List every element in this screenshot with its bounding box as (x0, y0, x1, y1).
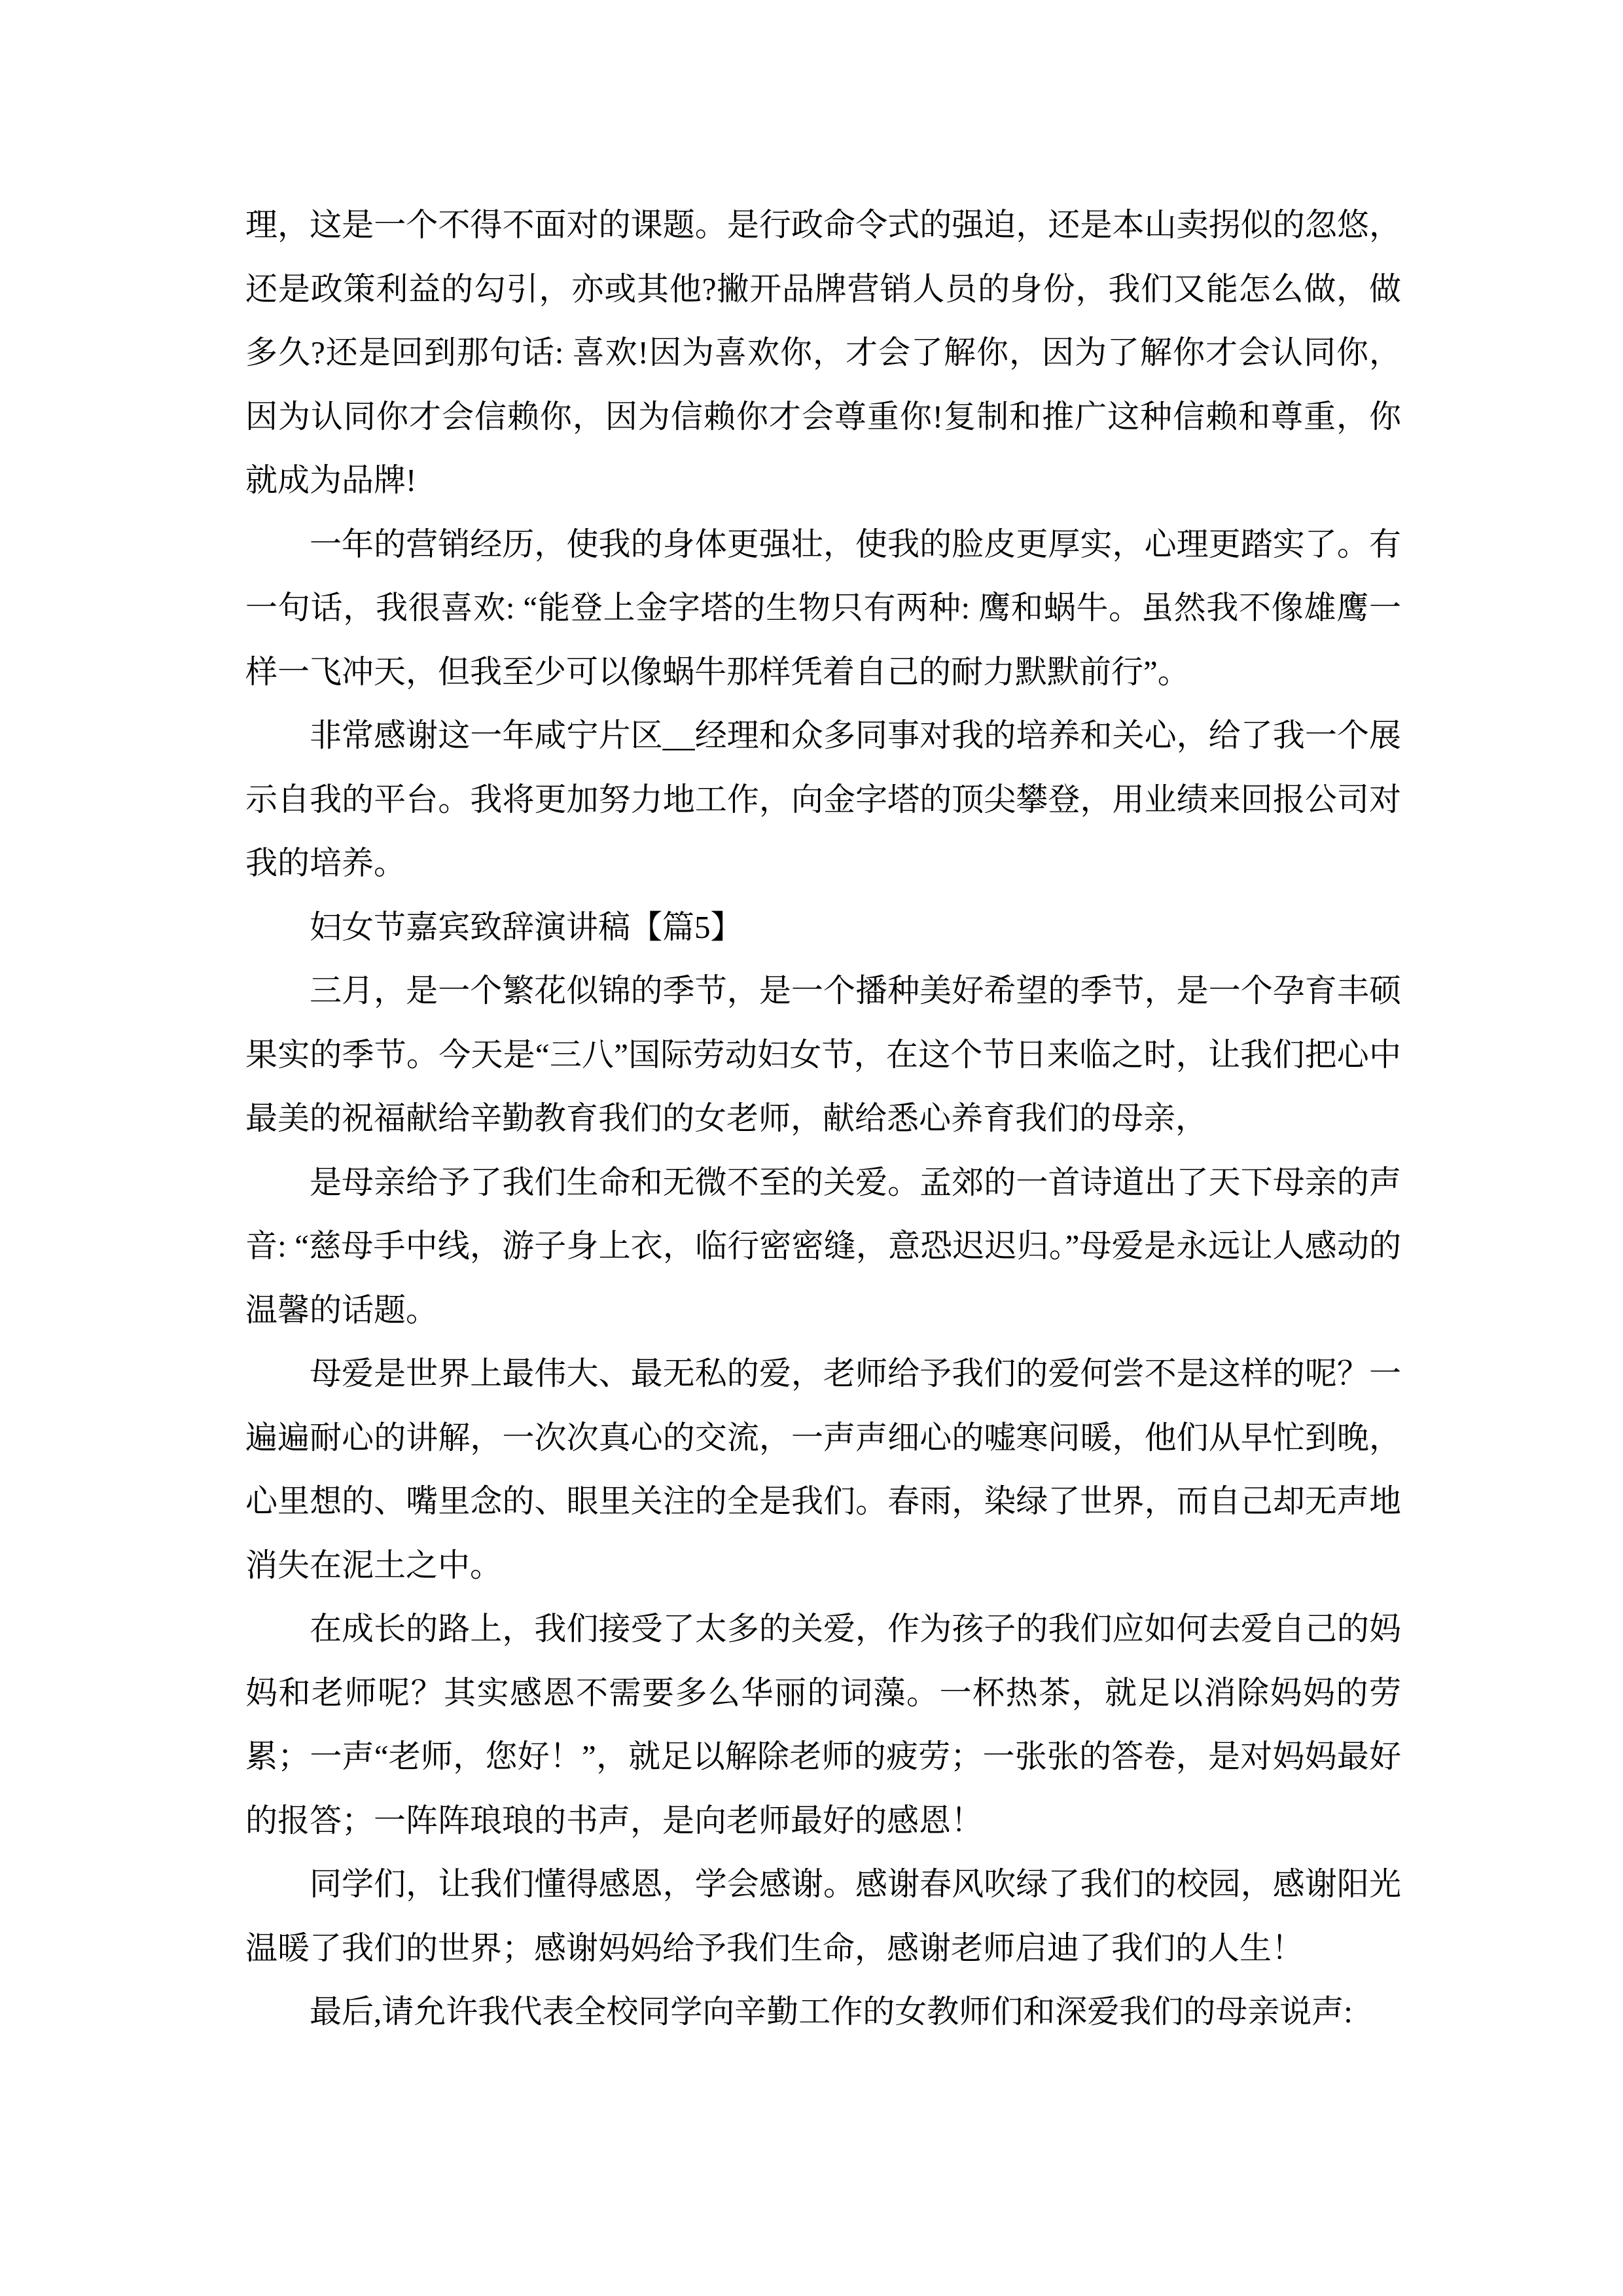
text-block (245, 193, 1401, 2044)
section-heading: 妇女节嘉宾致辞演讲稿【篇5】 (310, 908, 743, 945)
body-paragraph: 在成长的路上，我们接受了太多的关爱，作为孩子的我们应如何去爱自己的妈妈和老师呢？其实感恩不需要多么华丽的词藻。一杯热茶，就足以消除妈妈的劳累；一声“老师，您好！”，就足以解除老师的疲劳；一张张的答卷，是对妈妈最好的报答；一阵阵琅琅的书声，是向老师最好的感恩！ (245, 1611, 1401, 1839)
body-paragraph: 是母亲给予了我们生命和无微不至的关爱。孟郊的一首诗道出了天下母亲的声音: “慈母手中线，游子身上衣，临行密密缝，意恐迟迟归。”母爱是永远让人感动的温馨的话题。 (245, 1164, 1401, 1328)
body-paragraph: 同学们，让我们懂得感恩，学会感谢。感谢春风吹绿了我们的校园，感谢阳光温暖了我们的世界；感谢妈妈给予我们生命，感谢老师启迪了我们的人生！ (245, 1866, 1401, 1966)
body-paragraph: 一年的营销经历，使我的身体更强壮，使我的脸皮更厚实，心理更踏实了。有一句话，我很喜欢: “能登上金字塔的生物只有两种: 鹰和蜗牛。虽然我不像雄鹰一样一飞冲天，但我至少可以像蜗牛那样凭着自己的耐力默默前行”。 (245, 526, 1401, 690)
body-paragraph: 三月，是一个繁花似锦的季节，是一个播种美好希望的季节，是一个孕育丰硕果实的季节。今天是“三八”国际劳动妇女节，在这个节日来临之时，让我们把心中最美的祝福献给辛勤教育我们的女老师，献给悉心养育我们的母亲， (245, 973, 1401, 1136)
body-paragraph: 非常感谢这一年咸宁片区__经理和众多同事对我的培养和关心，给了我一个展示自我的平台。我将更加努力地工作，向金字塔的顶尖攀登，用业绩来回报公司对我的培养。 (245, 717, 1401, 881)
body-paragraph: 最后,请允许我代表全校同学向辛勤工作的女教师们和深爱我们的母亲说声: (310, 1994, 1353, 2030)
body-paragraph: 理，这是一个不得不面对的课题。是行政命令式的强迫，还是本山卖拐似的忽悠，还是政策利益的勾引，亦或其他?撇开品牌营销人员的身份，我们又能怎么做，做多久?还是回到那句话: 喜欢!因为喜欢你，才会了解你，因为了解你才会认同你，因为认同你才会信赖你，因为信赖你才会尊重你!复制和推广这种信赖和尊重，你就成为品牌! (245, 207, 1401, 498)
body-paragraph: 母爱是世界上最伟大、最无私的爱，老师给予我们的爱何尝不是这样的呢？一遍遍耐心的讲解，一次次真心的交流，一声声细心的嘘寒问暖，他们从早忙到晚，心里想的、嘴里念的、眼里关注的全是我们。春雨，染绿了世界，而自己却无声地消失在泥土之中。 (245, 1355, 1401, 1583)
